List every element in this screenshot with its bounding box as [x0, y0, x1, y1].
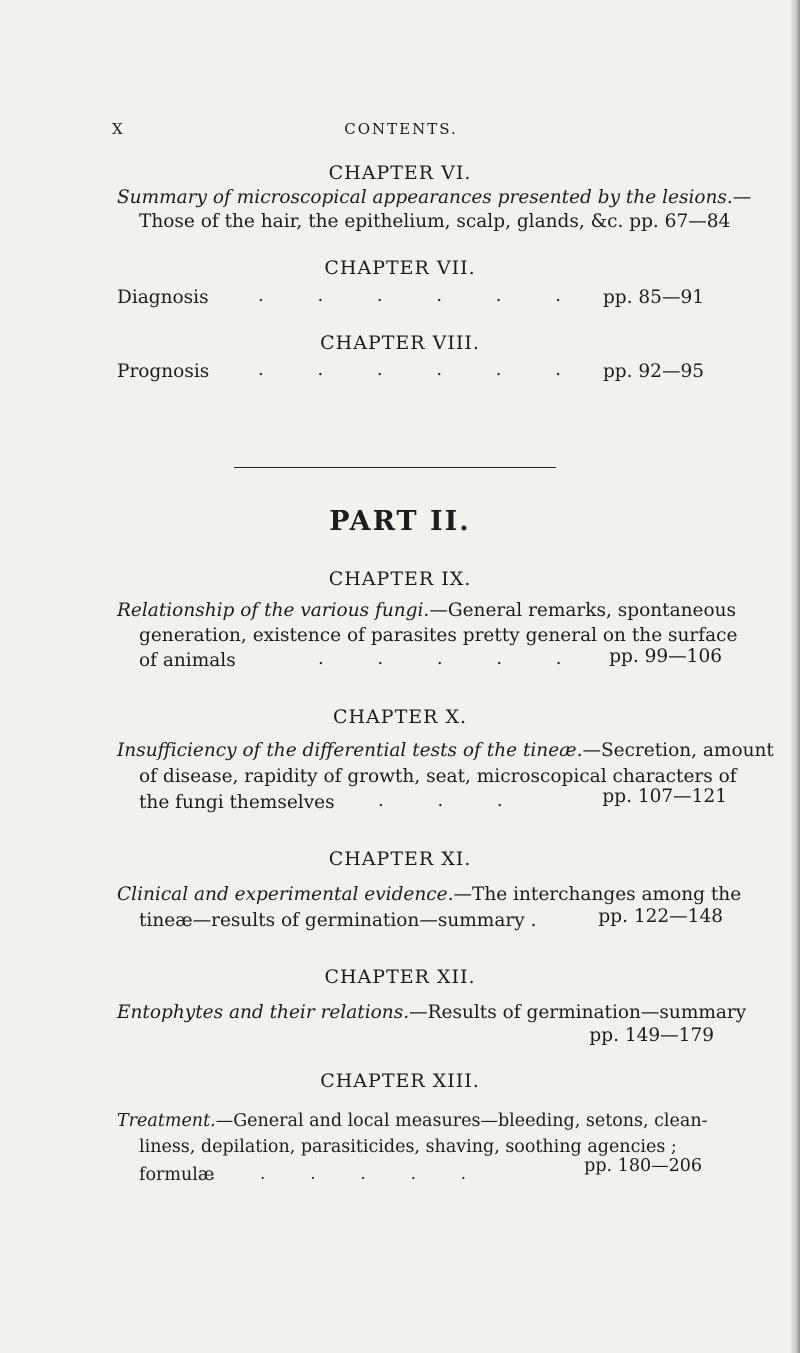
chapter-9-leader: . . . . .	[318, 648, 586, 669]
chapter-8-leader: . . . . . .	[258, 359, 585, 380]
chapter-6-pages: pp. 67—84	[629, 211, 731, 232]
chapter-11-title: Clinical and experimental evidence.	[117, 884, 454, 905]
chapter-12-title: Entophytes and their relations.	[117, 1002, 410, 1023]
chapter-13-heading: CHAPTER XIII.	[320, 1070, 480, 1092]
chapter-10-line-1-rest: —Secretion, amount	[582, 740, 774, 761]
chapter-7-pages: pp. 85—91	[602, 287, 704, 308]
chapter-13-leader: . . . . . .	[210, 1164, 486, 1183]
chapter-9-line-3: of animals	[139, 650, 236, 671]
chapter-12-line-1	[117, 1002, 746, 1023]
chapter-13-title: Treatment.	[117, 1111, 216, 1131]
chapter-11-line-1	[117, 884, 741, 905]
chapter-8-pages: pp. 92—95	[602, 361, 704, 382]
chapter-10-title: Insufficiency of the differential tests of the tineæ.	[117, 740, 583, 761]
chapter-13-line-1-rest: —General and local measures—bleeding, setons, clean-	[215, 1111, 708, 1131]
section-divider	[234, 467, 556, 468]
chapter-9-title: Relationship of the various fungi.	[117, 600, 430, 621]
running-head	[112, 120, 690, 142]
chapter-6-line-1	[117, 187, 751, 208]
chapter-11-line-1-rest: —The interchanges among the	[453, 884, 742, 905]
page-numeral: X	[112, 120, 124, 138]
chapter-6-heading: CHAPTER VI.	[328, 162, 472, 184]
chapter-7-heading: CHAPTER VII.	[324, 257, 476, 279]
chapter-13-line-1	[117, 1111, 708, 1131]
chapter-13-pages: pp. 180—206	[584, 1156, 702, 1176]
chapter-10-heading: CHAPTER X.	[332, 706, 468, 728]
page-edge-shadow	[791, 0, 800, 1353]
chapter-10-pages: pp. 107—121	[602, 786, 727, 807]
chapter-7-leader: . . . . . .	[258, 285, 585, 306]
chapter-6-line-1-rest: —	[732, 187, 752, 208]
chapter-12-pages: pp. 149—179	[589, 1025, 714, 1046]
chapter-8-heading: CHAPTER VIII.	[320, 332, 480, 354]
chapter-9-heading: CHAPTER IX.	[328, 568, 472, 590]
chapter-9-pages: pp. 99—106	[609, 646, 722, 667]
running-title: CONTENTS.	[344, 120, 458, 138]
chapter-12-heading: CHAPTER XII.	[324, 966, 476, 988]
chapter-10-line-3: the fungi themselves	[139, 792, 335, 813]
chapter-6-title: Summary of microscopical appearances presented by the lesions.	[117, 187, 733, 208]
chapter-10-leader: . . .	[378, 790, 527, 811]
chapter-10-line-1	[117, 740, 774, 761]
chapter-11-heading: CHAPTER XI.	[328, 848, 472, 870]
chapter-9-line-2: generation, existence of parasites pretty general on the surface	[139, 625, 738, 646]
chapter-11-line-2: tineæ—results of germination—summary .	[139, 910, 537, 931]
chapter-7-entry: Diagnosis	[117, 287, 209, 308]
chapter-9-line-1-rest: —General remarks, spontaneous	[429, 600, 737, 621]
chapter-11-pages: pp. 122—148	[598, 906, 723, 927]
chapter-6-line-2-text: Those of the hair, the epithelium, scalp, glands, &c.	[139, 211, 624, 232]
chapter-6-line-2	[139, 211, 730, 232]
chapter-8-entry: Prognosis	[117, 361, 210, 382]
part-2-heading: PART II.	[329, 506, 471, 537]
chapter-12-line-1-rest: —Results of germination—summary	[409, 1002, 747, 1023]
chapter-13-line-3: formulæ	[139, 1165, 215, 1185]
chapter-13-line-2: liness, depilation, parasiticides, shaving, soothing agencies ;	[139, 1137, 677, 1157]
chapter-10-line-2: of disease, rapidity of growth, seat, microscopical characters of	[139, 766, 737, 787]
chapter-9-line-1	[117, 600, 736, 621]
